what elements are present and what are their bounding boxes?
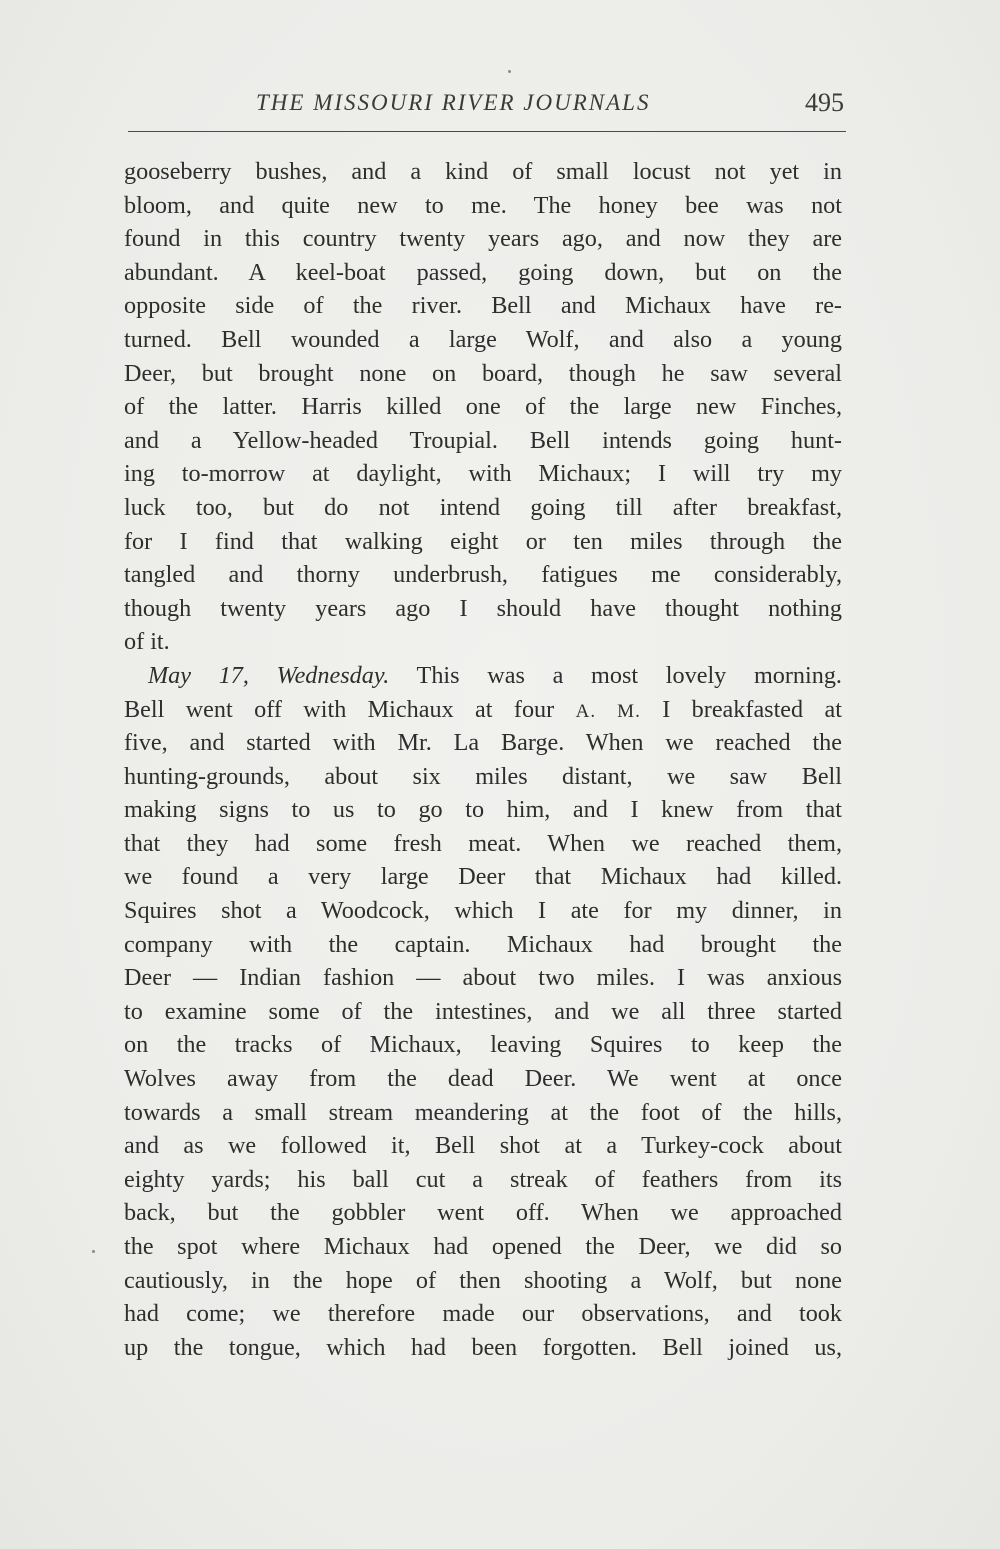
text-line: ing to-morrow at daylight, with Michaux; I will try my [124,460,842,488]
text-line: and as we followed it, Bell shot at a Turkey-cock about [124,1132,842,1160]
paragraph-end-line: of it. [124,628,170,656]
text-line: and a Yellow-headed Troupial. Bell intends going hunt- [124,426,842,454]
text-segment: Bell went off with Michaux at four [124,695,576,723]
text-line: we found a very large Deer that Michaux had killed. [124,863,842,891]
text-line: Squires shot a Woodcock, which I ate for my dinner, in [124,897,842,925]
body-text [124,155,842,1364]
text-line: up the tongue, which had been forgotten. Bell joined us, [124,1333,842,1361]
text-line: that they had some fresh meat. When we reached them, [124,829,842,857]
text-line: tangled and thorny underbrush, fatigues me considerably, [124,561,842,589]
text-line: had come; we therefore made our observations, and took [124,1300,842,1328]
text-line: hunting-grounds, about six miles distant, we saw Bell [124,762,842,790]
text-line: of the latter. Harris killed one of the large new Finches, [124,393,842,421]
text-segment: I breakfasted at [640,695,842,723]
text-line: eighty yards; his ball cut a streak of feathers from its [124,1165,842,1193]
text-line [124,693,842,727]
paper-speck [508,70,511,73]
text-line: turned. Bell wounded a large Wolf, and also a young [124,325,842,353]
header-rule [128,131,846,132]
entry-date-line-text: This was a most lovely morning. [389,661,842,689]
text-line: to examine some of the intestines, and we all three started [124,997,842,1025]
text-line: luck too, but do not intend going till after breakfast, [124,493,842,521]
running-title: THE MISSOURI RIVER JOURNALS [256,90,651,115]
text-line: towards a small stream meandering at the foot of the hills, [124,1098,842,1126]
entry-date-line [124,659,842,693]
text-line: Wolves away from the dead Deer. We went at once [124,1065,842,1093]
text-line: the spot where Michaux had opened the Deer, we did so [124,1233,842,1260]
entry-date: May 17, Wednesday. [148,661,390,689]
text-line: back, but the gobbler went off. When we approached [124,1199,842,1227]
text-line: opposite side of the river. Bell and Michaux have re- [124,292,842,320]
text-line: for I find that walking eight or ten miles through the [124,527,842,555]
running-head [124,88,844,124]
text-line: cautiously, in the hope of then shooting a Wolf, but none [124,1266,842,1294]
text-line: making signs to us to go to him, and I knew from that [124,796,842,824]
text-line: bloom, and quite new to me. The honey bee was not [124,191,842,219]
page-number: 495 [805,88,844,117]
text-line: Deer — Indian fashion — about two miles. I was anxious [124,964,842,992]
text-line: on the tracks of Michaux, leaving Squires to keep the [124,1031,842,1059]
text-line: company with the captain. Michaux had brought the [124,930,842,958]
text-line: gooseberry bushes, and a kind of small locust not yet in [124,158,842,185]
time-marker: A. M. [575,700,641,722]
text-line: found in this country twenty years ago, and now they are [124,225,842,253]
paper-speck [92,1250,95,1253]
text-line: abundant. A keel-boat passed, going down, but on the [124,258,842,286]
text-line: Deer, but brought none on board, though he saw several [124,359,842,387]
text-line: five, and started with Mr. La Barge. When we reached the [124,729,842,757]
text-line: though twenty years ago I should have thought nothing [124,594,842,622]
